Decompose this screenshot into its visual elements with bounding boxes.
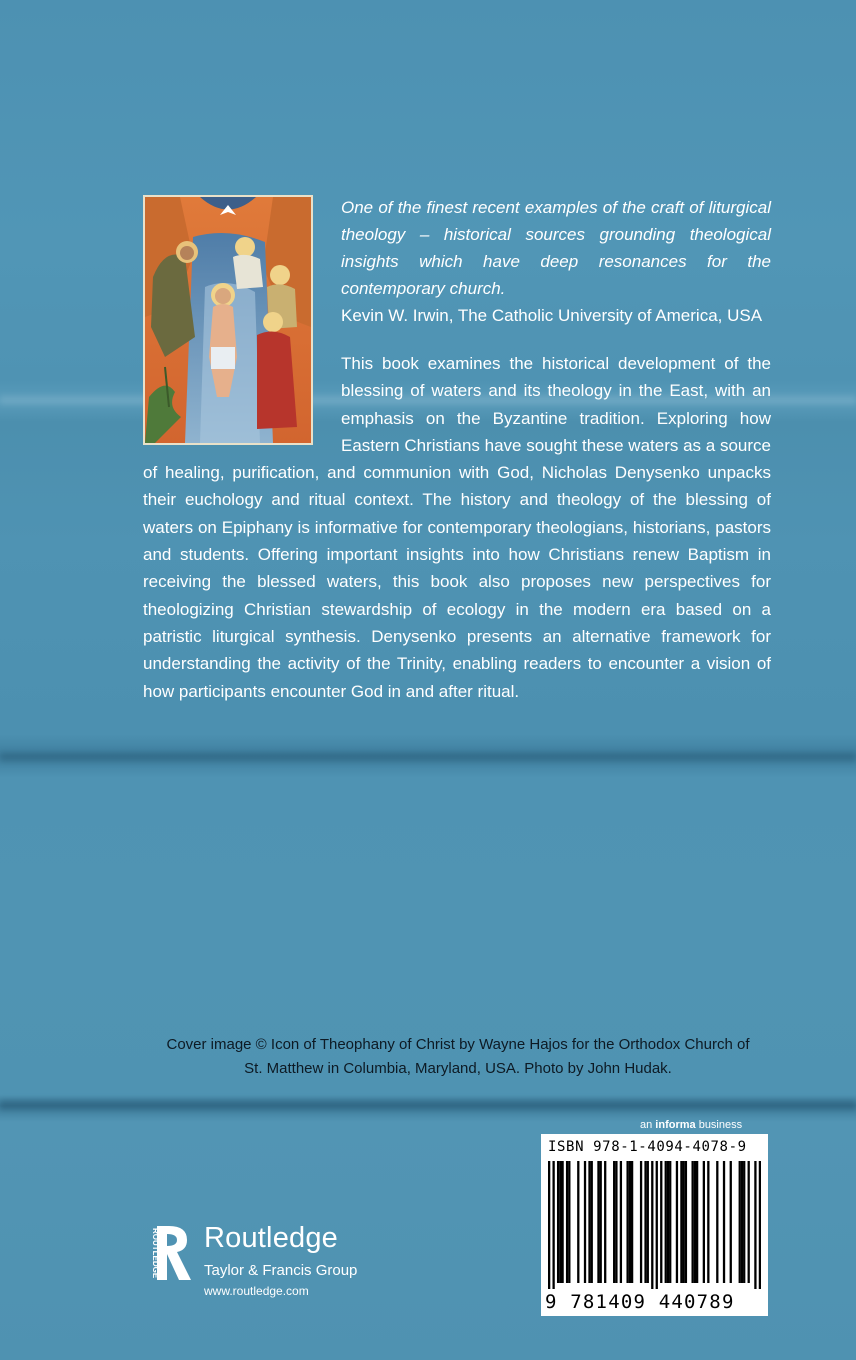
barcode-bar [626, 1161, 628, 1283]
barcode-bar [748, 1161, 750, 1283]
barcode-bar [651, 1161, 653, 1289]
background-streak [0, 1100, 856, 1110]
publisher-url[interactable]: www.routledge.com [204, 1284, 309, 1298]
book-description [143, 350, 771, 705]
barcode-bar [604, 1161, 606, 1283]
background-streak [0, 752, 856, 762]
barcode-bar [561, 1161, 563, 1283]
cover-credit [140, 1033, 776, 1081]
barcode-bar [640, 1161, 642, 1283]
barcode-bar [647, 1161, 649, 1283]
barcode-bar [754, 1161, 756, 1289]
barcode-bar [620, 1161, 622, 1283]
barcode-bar [552, 1161, 554, 1289]
isbn-label: ISBN 978-1-4094-4078-9 [548, 1139, 747, 1155]
barcode-bar [548, 1161, 550, 1289]
barcode-bar [656, 1161, 658, 1289]
cover-credit-line2: St. Matthew in Columbia, Maryland, USA. Photo by John Hudak. [244, 1060, 672, 1077]
barcode-bar [584, 1161, 586, 1283]
barcode-bar [629, 1161, 631, 1283]
barcode-bar [680, 1161, 682, 1283]
barcode-bar [588, 1161, 590, 1283]
publisher-name: Routledge [204, 1222, 339, 1254]
barcode-bar [669, 1161, 671, 1283]
review-quote: One of the finest recent examples of the craft of liturgical theology – historical sources grounding theological insights which have deep resonances for the contemporary church. [341, 198, 771, 298]
routledge-logo-text: ROUTLEDGE [151, 1228, 160, 1279]
barcode-bar [707, 1161, 709, 1283]
barcode-bar [568, 1161, 570, 1283]
barcode-bar [557, 1161, 559, 1283]
barcode-bar [683, 1161, 685, 1283]
barcode-bar [741, 1161, 743, 1283]
barcode-bar [703, 1161, 705, 1283]
barcode-bar [615, 1161, 617, 1283]
barcode-bar [577, 1161, 579, 1283]
cover-credit-line1: Cover image © Icon of Theophany of Christ by Wayne Hajos for the Orthodox Church of [166, 1036, 750, 1053]
informa-suffix: business [695, 1119, 743, 1131]
barcode-bar [644, 1161, 646, 1283]
informa-prefix: an [640, 1119, 656, 1131]
barcode-bar [660, 1161, 662, 1283]
barcode-bar [696, 1161, 698, 1283]
barcode-bar [600, 1161, 602, 1283]
image-wrap-spacer [143, 350, 341, 458]
barcode-bar [566, 1161, 568, 1283]
barcode-bar [691, 1161, 693, 1283]
routledge-logo-icon [147, 1222, 195, 1289]
barcode-digits: 9 781409 440789 [545, 1291, 735, 1313]
book-description-text: This book examines the historical development of the blessing of waters and its theology in the East, with an emphasis on the Byzantine tradition. Exploring how Eastern Christians have sought these waters as a source of healing, purification, and communion with God, Nicholas Denysenko unpacks their euchology and ritual context. The history and theology of the blessing of waters on Epiphany is informative for contemporary theologians, historians, pastors and students. Offering important insights into how Christians renew Baptism in receiving the blessed waters, this book also proposes new perspectives for theologizing Christian stewardship of ecology in the modern era based on a patristic liturgical synthesis. Denysenko presents an alternative framework for understanding the activity of the Trinity, enabling readers to encounter a vision of how participants encounter God in and after ritual. [143, 354, 771, 701]
barcode-bars [548, 1161, 761, 1289]
barcode-bar [597, 1161, 599, 1283]
barcode-bar [730, 1161, 732, 1283]
barcode-bar [694, 1161, 696, 1283]
barcode-bar [631, 1161, 633, 1283]
barcode-bar [743, 1161, 745, 1283]
barcode-bar [665, 1161, 667, 1283]
barcode-bar [685, 1161, 687, 1283]
isbn-barcode [541, 1134, 768, 1316]
informa-tagline [640, 1119, 742, 1131]
barcode-bar [591, 1161, 593, 1283]
barcode-bar [676, 1161, 678, 1283]
barcode-bar [759, 1161, 761, 1289]
barcode-bar [559, 1161, 561, 1283]
barcode-bar [613, 1161, 615, 1283]
barcode-bar [723, 1161, 725, 1283]
barcode-bar [739, 1161, 741, 1283]
barcode-bar [667, 1161, 669, 1283]
barcode-bar [716, 1161, 718, 1283]
informa-brand: informa [655, 1119, 696, 1131]
review-author: Kevin W. Irwin, The Catholic University of America, USA [341, 306, 763, 325]
publisher-group: Taylor & Francis Group [204, 1262, 358, 1279]
